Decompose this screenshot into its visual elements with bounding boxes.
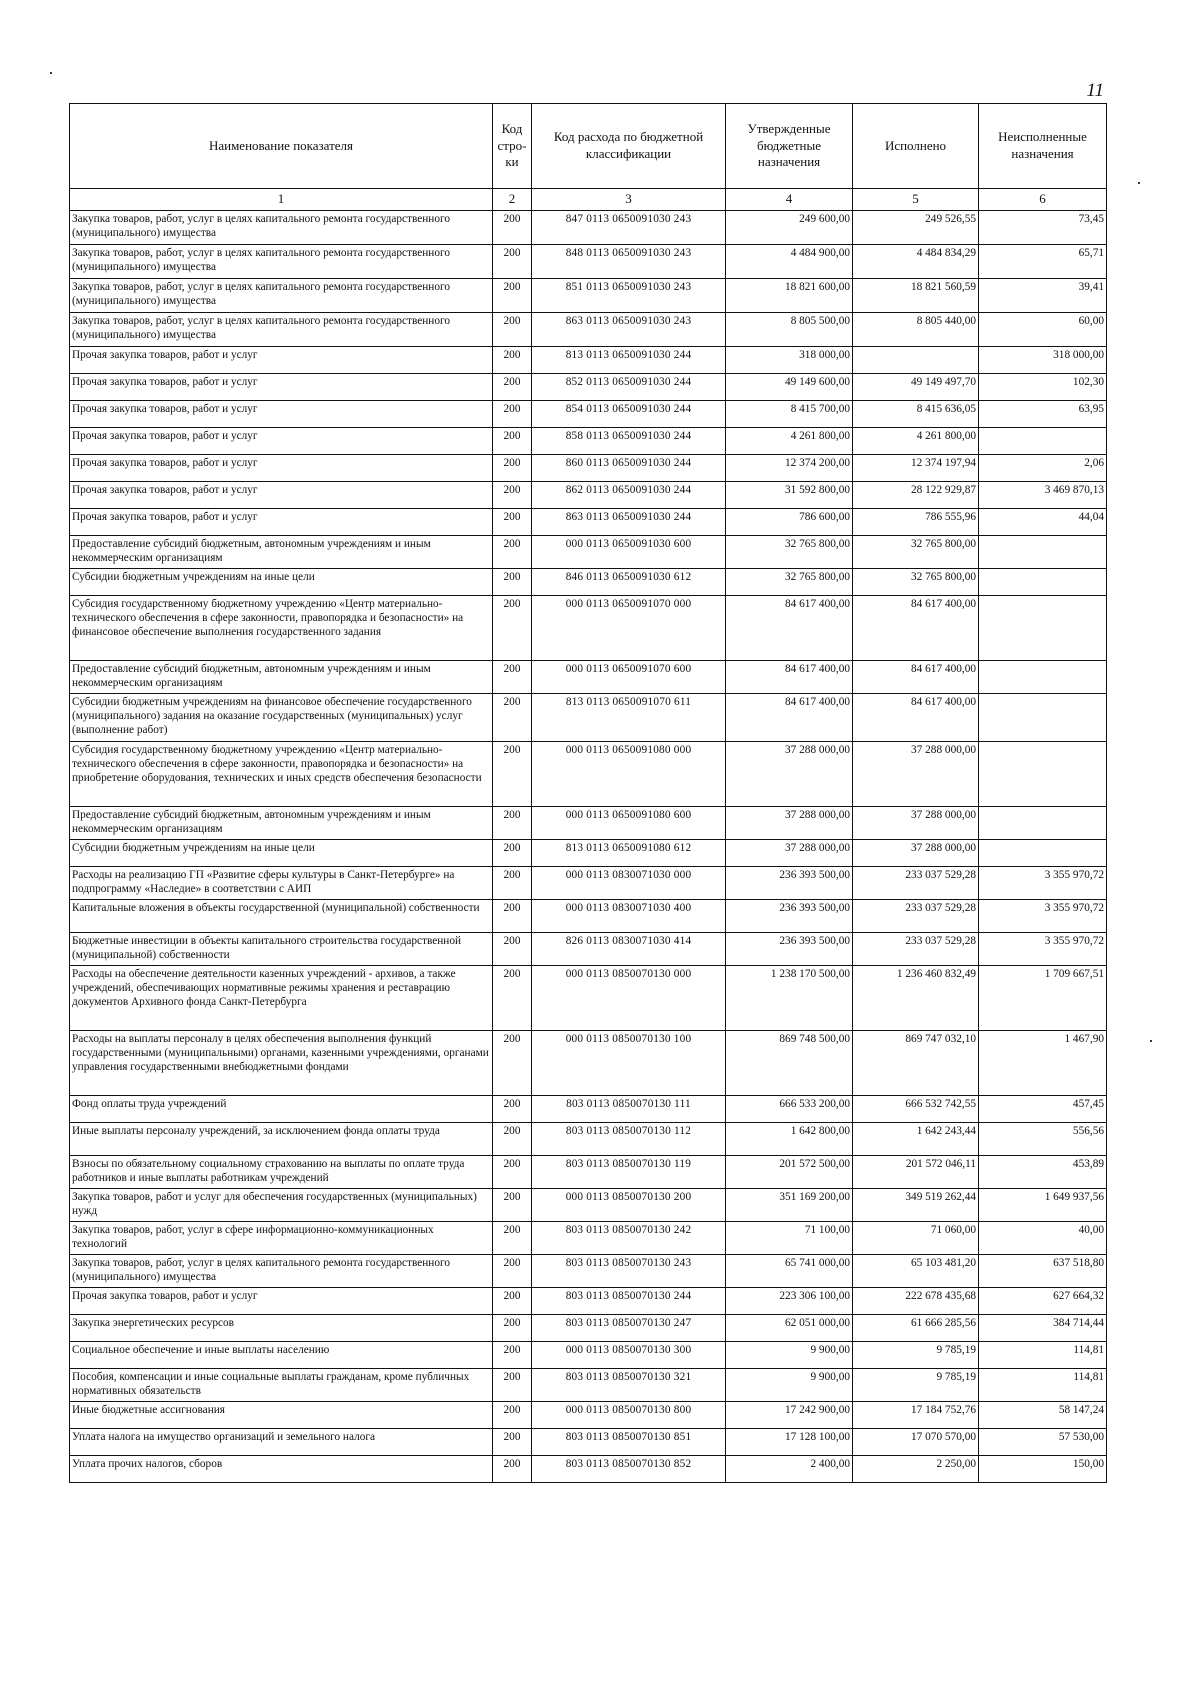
header-line-code: Код стро-ки bbox=[493, 104, 532, 189]
row-classification: 803 0113 0850070130 112 bbox=[532, 1123, 726, 1156]
row-name: Расходы на реализацию ГП «Развитие сферы культуры в Санкт-Петербурге» на подпрограмму «Наследие» в соответствии с АИП bbox=[70, 867, 493, 900]
row-line-code: 200 bbox=[493, 966, 532, 1031]
scan-speck bbox=[1150, 1040, 1152, 1042]
row-executed: 4 261 800,00 bbox=[853, 428, 979, 455]
table-row bbox=[70, 1031, 1107, 1096]
row-approved: 201 572 500,00 bbox=[726, 1156, 853, 1189]
row-executed bbox=[853, 347, 979, 374]
row-unexecuted: 60,00 bbox=[979, 313, 1107, 347]
table-row bbox=[70, 661, 1107, 694]
row-executed: 28 122 929,87 bbox=[853, 482, 979, 509]
row-approved: 9 900,00 bbox=[726, 1342, 853, 1369]
column-number: 2 bbox=[493, 189, 532, 211]
scan-speck bbox=[50, 72, 52, 74]
table-row bbox=[70, 428, 1107, 455]
header-executed: Исполнено bbox=[853, 104, 979, 189]
row-approved: 236 393 500,00 bbox=[726, 933, 853, 966]
row-executed: 84 617 400,00 bbox=[853, 661, 979, 694]
row-approved: 236 393 500,00 bbox=[726, 867, 853, 900]
row-classification: 846 0113 0650091030 612 bbox=[532, 569, 726, 596]
table-body bbox=[70, 211, 1107, 1483]
row-unexecuted: 114,81 bbox=[979, 1369, 1107, 1402]
row-classification: 826 0113 0830071030 414 bbox=[532, 933, 726, 966]
row-name: Закупка товаров, работ, услуг в целях капитального ремонта государственного (муниципального) имущества bbox=[70, 313, 493, 347]
row-approved: 8 415 700,00 bbox=[726, 401, 853, 428]
row-unexecuted: 73,45 bbox=[979, 211, 1107, 245]
row-classification: 851 0113 0650091030 243 bbox=[532, 279, 726, 313]
row-name: Взносы по обязательному социальному страхованию на выплаты по оплате труда работников и иные выплаты работникам учреждений bbox=[70, 1156, 493, 1189]
row-unexecuted: 1 709 667,51 bbox=[979, 966, 1107, 1031]
row-line-code: 200 bbox=[493, 1402, 532, 1429]
table-row bbox=[70, 694, 1107, 742]
column-number: 4 bbox=[726, 189, 853, 211]
row-unexecuted bbox=[979, 807, 1107, 840]
row-approved: 31 592 800,00 bbox=[726, 482, 853, 509]
column-number-row bbox=[70, 189, 1107, 211]
row-line-code: 200 bbox=[493, 347, 532, 374]
row-classification: 813 0113 0650091030 244 bbox=[532, 347, 726, 374]
header-unexecuted: Неисполненные назначения bbox=[979, 104, 1107, 189]
row-approved: 49 149 600,00 bbox=[726, 374, 853, 401]
row-approved: 18 821 600,00 bbox=[726, 279, 853, 313]
row-executed: 349 519 262,44 bbox=[853, 1189, 979, 1222]
row-approved: 17 128 100,00 bbox=[726, 1429, 853, 1456]
row-classification: 858 0113 0650091030 244 bbox=[532, 428, 726, 455]
row-executed: 18 821 560,59 bbox=[853, 279, 979, 313]
row-line-code: 200 bbox=[493, 374, 532, 401]
row-line-code: 200 bbox=[493, 401, 532, 428]
row-approved: 249 600,00 bbox=[726, 211, 853, 245]
table-row bbox=[70, 455, 1107, 482]
row-approved: 236 393 500,00 bbox=[726, 900, 853, 933]
row-name: Прочая закупка товаров, работ и услуг bbox=[70, 401, 493, 428]
row-classification: 848 0113 0650091030 243 bbox=[532, 245, 726, 279]
column-number: 1 bbox=[70, 189, 493, 211]
row-unexecuted: 150,00 bbox=[979, 1456, 1107, 1483]
row-name: Прочая закупка товаров, работ и услуг bbox=[70, 509, 493, 536]
row-classification: 000 0113 0650091070 600 bbox=[532, 661, 726, 694]
row-approved: 17 242 900,00 bbox=[726, 1402, 853, 1429]
row-classification: 813 0113 0650091080 612 bbox=[532, 840, 726, 867]
row-approved: 666 533 200,00 bbox=[726, 1096, 853, 1123]
row-executed: 65 103 481,20 bbox=[853, 1255, 979, 1288]
row-line-code: 200 bbox=[493, 313, 532, 347]
row-classification: 000 0113 0650091030 600 bbox=[532, 536, 726, 569]
row-name: Закупка товаров, работ, услуг в целях капитального ремонта государственного (муниципального) имущества bbox=[70, 211, 493, 245]
row-line-code: 200 bbox=[493, 1123, 532, 1156]
row-line-code: 200 bbox=[493, 1156, 532, 1189]
row-name: Фонд оплаты труда учреждений bbox=[70, 1096, 493, 1123]
column-number: 3 bbox=[532, 189, 726, 211]
row-unexecuted bbox=[979, 569, 1107, 596]
row-unexecuted: 3 355 970,72 bbox=[979, 867, 1107, 900]
row-classification: 000 0113 0850070130 200 bbox=[532, 1189, 726, 1222]
header-approved: Утвержденные бюджетные назначения bbox=[726, 104, 853, 189]
table-row bbox=[70, 1096, 1107, 1123]
row-executed: 249 526,55 bbox=[853, 211, 979, 245]
row-line-code: 200 bbox=[493, 933, 532, 966]
table-row bbox=[70, 279, 1107, 313]
row-name: Закупка товаров, работ, услуг в целях капитального ремонта государственного (муниципального) имущества bbox=[70, 245, 493, 279]
row-approved: 62 051 000,00 bbox=[726, 1315, 853, 1342]
row-classification: 803 0113 0850070130 247 bbox=[532, 1315, 726, 1342]
row-name: Прочая закупка товаров, работ и услуг bbox=[70, 428, 493, 455]
row-classification: 803 0113 0850070130 851 bbox=[532, 1429, 726, 1456]
row-executed: 233 037 529,28 bbox=[853, 867, 979, 900]
row-classification: 847 0113 0650091030 243 bbox=[532, 211, 726, 245]
row-classification: 000 0113 0850070130 100 bbox=[532, 1031, 726, 1096]
column-number: 5 bbox=[853, 189, 979, 211]
row-unexecuted: 1 649 937,56 bbox=[979, 1189, 1107, 1222]
row-name: Предоставление субсидий бюджетным, автономным учреждениям и иным некоммерческим организациям bbox=[70, 807, 493, 840]
table-row bbox=[70, 509, 1107, 536]
row-executed: 32 765 800,00 bbox=[853, 569, 979, 596]
row-classification: 803 0113 0850070130 119 bbox=[532, 1156, 726, 1189]
table-row bbox=[70, 1156, 1107, 1189]
row-classification: 000 0113 0850070130 300 bbox=[532, 1342, 726, 1369]
row-approved: 4 484 900,00 bbox=[726, 245, 853, 279]
row-unexecuted: 384 714,44 bbox=[979, 1315, 1107, 1342]
row-line-code: 200 bbox=[493, 1189, 532, 1222]
row-classification: 803 0113 0850070130 244 bbox=[532, 1288, 726, 1315]
row-name: Субсидия государственному бюджетному учреждению «Центр материально-технического обеспечения в сфере законности, правопорядка и безопасности» на финансовое обеспечение выполнения государственного задания bbox=[70, 596, 493, 661]
row-unexecuted: 39,41 bbox=[979, 279, 1107, 313]
row-name: Расходы на обеспечение деятельности казенных учреждений - архивов, а также учреждений, обеспечивающих нормативные режимы хранения и реставрацию документов Архивного фонда Санкт-Петербурга bbox=[70, 966, 493, 1031]
row-line-code: 200 bbox=[493, 1429, 532, 1456]
row-unexecuted: 63,95 bbox=[979, 401, 1107, 428]
table-row bbox=[70, 401, 1107, 428]
row-name: Прочая закупка товаров, работ и услуг bbox=[70, 347, 493, 374]
row-executed: 666 532 742,55 bbox=[853, 1096, 979, 1123]
row-unexecuted: 2,06 bbox=[979, 455, 1107, 482]
row-line-code: 200 bbox=[493, 1255, 532, 1288]
row-unexecuted bbox=[979, 694, 1107, 742]
table-row bbox=[70, 1429, 1107, 1456]
row-executed: 61 666 285,56 bbox=[853, 1315, 979, 1342]
row-name: Иные бюджетные ассигнования bbox=[70, 1402, 493, 1429]
table-row bbox=[70, 596, 1107, 661]
table-header bbox=[70, 104, 1107, 211]
row-approved: 37 288 000,00 bbox=[726, 840, 853, 867]
table-row bbox=[70, 1123, 1107, 1156]
row-classification: 803 0113 0850070130 852 bbox=[532, 1456, 726, 1483]
row-executed: 17 070 570,00 bbox=[853, 1429, 979, 1456]
row-line-code: 200 bbox=[493, 1222, 532, 1255]
row-executed: 1 642 243,44 bbox=[853, 1123, 979, 1156]
row-name: Прочая закупка товаров, работ и услуг bbox=[70, 374, 493, 401]
row-classification: 860 0113 0650091030 244 bbox=[532, 455, 726, 482]
row-unexecuted bbox=[979, 536, 1107, 569]
row-approved: 786 600,00 bbox=[726, 509, 853, 536]
row-executed: 8 805 440,00 bbox=[853, 313, 979, 347]
row-line-code: 200 bbox=[493, 509, 532, 536]
row-line-code: 200 bbox=[493, 1315, 532, 1342]
row-name: Прочая закупка товаров, работ и услуг bbox=[70, 455, 493, 482]
row-line-code: 200 bbox=[493, 455, 532, 482]
row-line-code: 200 bbox=[493, 245, 532, 279]
row-approved: 65 741 000,00 bbox=[726, 1255, 853, 1288]
row-executed: 37 288 000,00 bbox=[853, 742, 979, 807]
row-executed: 9 785,19 bbox=[853, 1369, 979, 1402]
row-unexecuted bbox=[979, 840, 1107, 867]
row-unexecuted: 3 355 970,72 bbox=[979, 933, 1107, 966]
row-unexecuted: 102,30 bbox=[979, 374, 1107, 401]
table-row bbox=[70, 569, 1107, 596]
row-name: Закупка товаров, работ и услуг для обеспечения государственных (муниципальных) нужд bbox=[70, 1189, 493, 1222]
row-approved: 12 374 200,00 bbox=[726, 455, 853, 482]
row-line-code: 200 bbox=[493, 694, 532, 742]
row-approved: 84 617 400,00 bbox=[726, 694, 853, 742]
row-approved: 32 765 800,00 bbox=[726, 569, 853, 596]
row-name: Субсидии бюджетным учреждениям на иные цели bbox=[70, 569, 493, 596]
row-unexecuted: 44,04 bbox=[979, 509, 1107, 536]
row-unexecuted: 457,45 bbox=[979, 1096, 1107, 1123]
row-name: Предоставление субсидий бюджетным, автономным учреждениям и иным некоммерческим организациям bbox=[70, 661, 493, 694]
row-approved: 32 765 800,00 bbox=[726, 536, 853, 569]
row-classification: 803 0113 0850070130 242 bbox=[532, 1222, 726, 1255]
table-row bbox=[70, 900, 1107, 933]
row-name: Бюджетные инвестиции в объекты капитального строительства государственной (муниципальной) собственности bbox=[70, 933, 493, 966]
row-line-code: 200 bbox=[493, 742, 532, 807]
table-row bbox=[70, 1402, 1107, 1429]
row-unexecuted: 114,81 bbox=[979, 1342, 1107, 1369]
row-executed: 71 060,00 bbox=[853, 1222, 979, 1255]
row-unexecuted bbox=[979, 428, 1107, 455]
row-name: Закупка товаров, работ, услуг в целях капитального ремонта государственного (муниципального) имущества bbox=[70, 1255, 493, 1288]
row-unexecuted: 3 469 870,13 bbox=[979, 482, 1107, 509]
row-unexecuted: 57 530,00 bbox=[979, 1429, 1107, 1456]
row-executed: 12 374 197,94 bbox=[853, 455, 979, 482]
row-approved: 869 748 500,00 bbox=[726, 1031, 853, 1096]
row-approved: 2 400,00 bbox=[726, 1456, 853, 1483]
table-row bbox=[70, 840, 1107, 867]
row-line-code: 200 bbox=[493, 536, 532, 569]
row-executed: 233 037 529,28 bbox=[853, 900, 979, 933]
header-name: Наименование показателя bbox=[70, 104, 493, 189]
row-approved: 351 169 200,00 bbox=[726, 1189, 853, 1222]
row-classification: 803 0113 0850070130 243 bbox=[532, 1255, 726, 1288]
table-row bbox=[70, 1315, 1107, 1342]
row-name: Капитальные вложения в объекты государственной (муниципальной) собственности bbox=[70, 900, 493, 933]
row-name: Уплата прочих налогов, сборов bbox=[70, 1456, 493, 1483]
row-classification: 863 0113 0650091030 243 bbox=[532, 313, 726, 347]
row-name: Иные выплаты персоналу учреждений, за исключением фонда оплаты труда bbox=[70, 1123, 493, 1156]
table-row bbox=[70, 933, 1107, 966]
row-executed: 4 484 834,29 bbox=[853, 245, 979, 279]
row-approved: 4 261 800,00 bbox=[726, 428, 853, 455]
row-unexecuted: 58 147,24 bbox=[979, 1402, 1107, 1429]
row-line-code: 200 bbox=[493, 840, 532, 867]
row-name: Субсидия государственному бюджетному учреждению «Центр материально-технического обеспечения в сфере законности, правопорядка и безопасности» на приобретение оборудования, технических и иных средств обеспечения безопасности bbox=[70, 742, 493, 807]
row-classification: 803 0113 0850070130 111 bbox=[532, 1096, 726, 1123]
row-executed: 233 037 529,28 bbox=[853, 933, 979, 966]
row-classification: 862 0113 0650091030 244 bbox=[532, 482, 726, 509]
row-unexecuted: 318 000,00 bbox=[979, 347, 1107, 374]
table-row bbox=[70, 867, 1107, 900]
page-number: 11 bbox=[1086, 80, 1104, 101]
row-line-code: 200 bbox=[493, 1031, 532, 1096]
row-classification: 000 0113 0850070130 000 bbox=[532, 966, 726, 1031]
row-approved: 37 288 000,00 bbox=[726, 807, 853, 840]
row-executed: 37 288 000,00 bbox=[853, 840, 979, 867]
row-name: Субсидии бюджетным учреждениям на финансовое обеспечение государственного (муниципального) задания на оказание государственных (муниципальных) услуг (выполнение работ) bbox=[70, 694, 493, 742]
table-row bbox=[70, 245, 1107, 279]
row-classification: 854 0113 0650091030 244 bbox=[532, 401, 726, 428]
row-name: Прочая закупка товаров, работ и услуг bbox=[70, 1288, 493, 1315]
row-approved: 71 100,00 bbox=[726, 1222, 853, 1255]
row-line-code: 200 bbox=[493, 596, 532, 661]
row-classification: 000 0113 0850070130 800 bbox=[532, 1402, 726, 1429]
header-row bbox=[70, 104, 1107, 189]
row-unexecuted bbox=[979, 661, 1107, 694]
table-row bbox=[70, 966, 1107, 1031]
row-name: Закупка товаров, работ, услуг в целях капитального ремонта государственного (муниципального) имущества bbox=[70, 279, 493, 313]
row-executed: 8 415 636,05 bbox=[853, 401, 979, 428]
row-line-code: 200 bbox=[493, 1369, 532, 1402]
table-row bbox=[70, 1222, 1107, 1255]
table-row bbox=[70, 536, 1107, 569]
row-line-code: 200 bbox=[493, 279, 532, 313]
row-line-code: 200 bbox=[493, 569, 532, 596]
row-classification: 852 0113 0650091030 244 bbox=[532, 374, 726, 401]
row-name: Пособия, компенсации и иные социальные выплаты гражданам, кроме публичных нормативных обязательств bbox=[70, 1369, 493, 1402]
row-approved: 8 805 500,00 bbox=[726, 313, 853, 347]
row-executed: 2 250,00 bbox=[853, 1456, 979, 1483]
row-executed: 32 765 800,00 bbox=[853, 536, 979, 569]
header-classification: Код расхода по бюджетной классификации bbox=[532, 104, 726, 189]
row-unexecuted: 65,71 bbox=[979, 245, 1107, 279]
table-row bbox=[70, 374, 1107, 401]
row-unexecuted bbox=[979, 742, 1107, 807]
row-unexecuted bbox=[979, 596, 1107, 661]
row-line-code: 200 bbox=[493, 900, 532, 933]
row-approved: 1 238 170 500,00 bbox=[726, 966, 853, 1031]
row-line-code: 200 bbox=[493, 867, 532, 900]
row-classification: 863 0113 0650091030 244 bbox=[532, 509, 726, 536]
row-line-code: 200 bbox=[493, 482, 532, 509]
row-unexecuted: 627 664,32 bbox=[979, 1288, 1107, 1315]
table-row bbox=[70, 1189, 1107, 1222]
row-name: Предоставление субсидий бюджетным, автономным учреждениям и иным некоммерческим организациям bbox=[70, 536, 493, 569]
row-line-code: 200 bbox=[493, 1342, 532, 1369]
row-unexecuted: 453,89 bbox=[979, 1156, 1107, 1189]
row-executed: 869 747 032,10 bbox=[853, 1031, 979, 1096]
row-unexecuted: 637 518,80 bbox=[979, 1255, 1107, 1288]
row-name: Расходы на выплаты персоналу в целях обеспечения выполнения функций государственными (муниципальными) органами, казенными учреждениями, органами управления государственными внебюджетными фондами bbox=[70, 1031, 493, 1096]
row-line-code: 200 bbox=[493, 1456, 532, 1483]
row-executed: 9 785,19 bbox=[853, 1342, 979, 1369]
row-unexecuted: 40,00 bbox=[979, 1222, 1107, 1255]
table-row bbox=[70, 347, 1107, 374]
row-executed: 1 236 460 832,49 bbox=[853, 966, 979, 1031]
column-number: 6 bbox=[979, 189, 1107, 211]
budget-execution-table bbox=[69, 103, 1107, 1483]
row-name: Уплата налога на имущество организаций и земельного налога bbox=[70, 1429, 493, 1456]
row-executed: 786 555,96 bbox=[853, 509, 979, 536]
row-approved: 223 306 100,00 bbox=[726, 1288, 853, 1315]
row-classification: 000 0113 0650091080 000 bbox=[532, 742, 726, 807]
row-line-code: 200 bbox=[493, 1288, 532, 1315]
row-executed: 17 184 752,76 bbox=[853, 1402, 979, 1429]
row-approved: 9 900,00 bbox=[726, 1369, 853, 1402]
row-name: Закупка товаров, работ, услуг в сфере информационно-коммуникационных технологий bbox=[70, 1222, 493, 1255]
row-executed: 201 572 046,11 bbox=[853, 1156, 979, 1189]
row-executed: 37 288 000,00 bbox=[853, 807, 979, 840]
row-classification: 000 0113 0650091070 000 bbox=[532, 596, 726, 661]
table-row bbox=[70, 1456, 1107, 1483]
row-executed: 84 617 400,00 bbox=[853, 596, 979, 661]
table-row bbox=[70, 1255, 1107, 1288]
row-name: Закупка энергетических ресурсов bbox=[70, 1315, 493, 1342]
table-row bbox=[70, 742, 1107, 807]
row-executed: 84 617 400,00 bbox=[853, 694, 979, 742]
row-line-code: 200 bbox=[493, 807, 532, 840]
table-row bbox=[70, 211, 1107, 245]
row-executed: 49 149 497,70 bbox=[853, 374, 979, 401]
row-executed: 222 678 435,68 bbox=[853, 1288, 979, 1315]
row-classification: 000 0113 0650091080 600 bbox=[532, 807, 726, 840]
table-row bbox=[70, 482, 1107, 509]
row-name: Прочая закупка товаров, работ и услуг bbox=[70, 482, 493, 509]
table-row bbox=[70, 1369, 1107, 1402]
row-unexecuted: 556,56 bbox=[979, 1123, 1107, 1156]
row-classification: 803 0113 0850070130 321 bbox=[532, 1369, 726, 1402]
row-name: Социальное обеспечение и иные выплаты населению bbox=[70, 1342, 493, 1369]
row-approved: 84 617 400,00 bbox=[726, 661, 853, 694]
row-line-code: 200 bbox=[493, 428, 532, 455]
row-classification: 813 0113 0650091070 611 bbox=[532, 694, 726, 742]
row-line-code: 200 bbox=[493, 661, 532, 694]
row-line-code: 200 bbox=[493, 211, 532, 245]
table-row bbox=[70, 807, 1107, 840]
row-line-code: 200 bbox=[493, 1096, 532, 1123]
row-classification: 000 0113 0830071030 000 bbox=[532, 867, 726, 900]
scan-speck bbox=[1138, 182, 1140, 184]
row-classification: 000 0113 0830071030 400 bbox=[532, 900, 726, 933]
row-unexecuted: 3 355 970,72 bbox=[979, 900, 1107, 933]
table-row bbox=[70, 1342, 1107, 1369]
row-approved: 1 642 800,00 bbox=[726, 1123, 853, 1156]
row-approved: 84 617 400,00 bbox=[726, 596, 853, 661]
table-row bbox=[70, 1288, 1107, 1315]
table-row bbox=[70, 313, 1107, 347]
row-unexecuted: 1 467,90 bbox=[979, 1031, 1107, 1096]
row-approved: 318 000,00 bbox=[726, 347, 853, 374]
row-name: Субсидии бюджетным учреждениям на иные цели bbox=[70, 840, 493, 867]
row-approved: 37 288 000,00 bbox=[726, 742, 853, 807]
